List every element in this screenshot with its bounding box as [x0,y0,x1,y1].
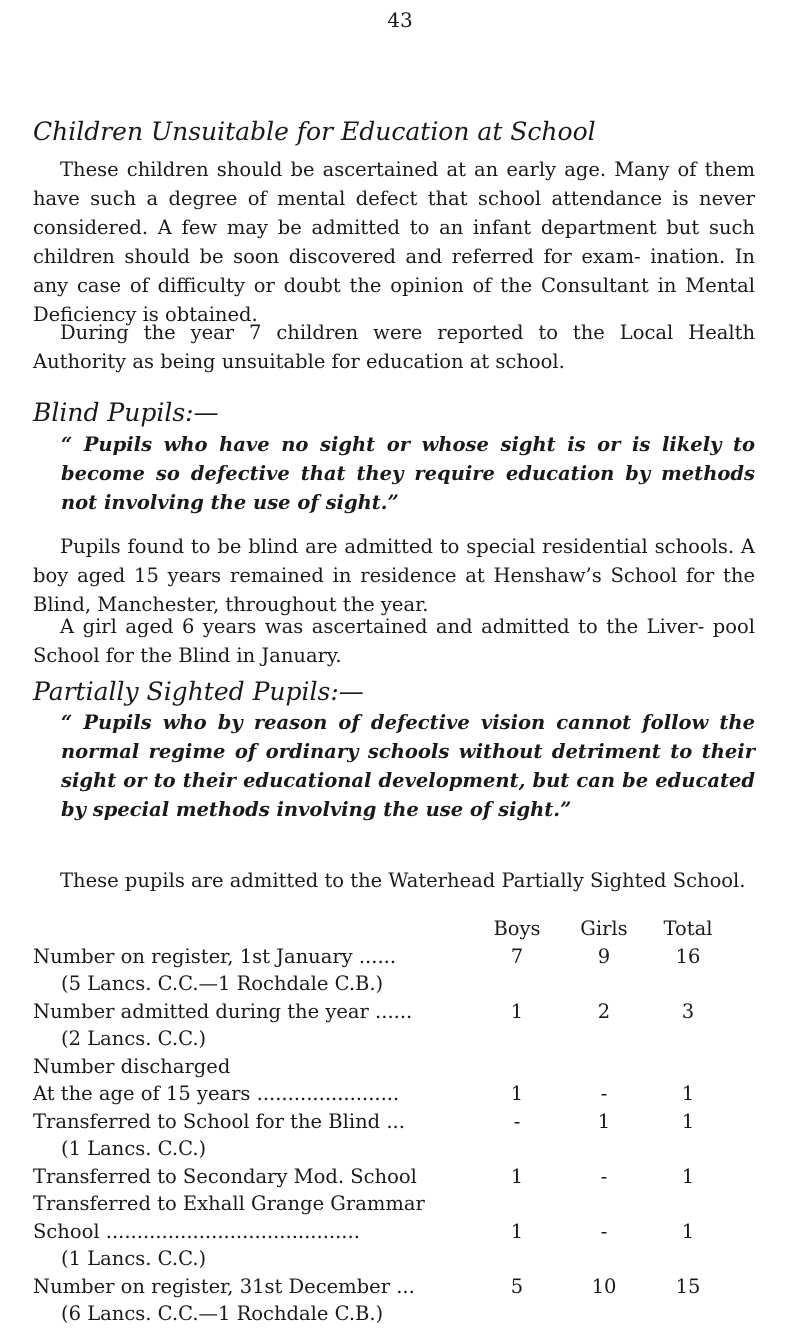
quote-blind-definition: “ Pupils who have no sight or whose sight is or is likely to become so defective that they require education by methods not involving the use of sight.” [61,433,755,514]
row-label: Number on register, 31st December ... [33,1274,415,1298]
row-label: Transferred to Exhall Grange Grammar [33,1192,425,1215]
row-label: School ......................................... [33,1219,360,1243]
girls-value: - [600,1219,608,1243]
row-label: Number on register, 1st January ...... [33,944,397,968]
row-label: (5 Lancs. C.C.—1 Rochdale C.B.) [61,972,384,995]
girls-value: - [600,1164,608,1188]
table-header-row [33,915,755,943]
boys-value: 7 [510,944,524,968]
boys-value: 1 [510,999,524,1023]
boys-value: - [513,1109,521,1133]
paragraph-blind-2: A girl aged 6 years was ascertained and admitted to the Liver- pool School for the Blind in January. [33,615,755,667]
row-label: (1 Lancs. C.C.) [61,1247,207,1270]
row-label: At the age of 15 years ....................... [33,1082,400,1105]
row-label: Number discharged [33,1054,231,1078]
table-row [33,1218,755,1246]
boys-value: 5 [510,1274,524,1298]
total-value: 1 [681,1082,695,1105]
row-label: Number admitted during the year ...... [33,999,413,1023]
table-row [33,1080,755,1108]
table-row [33,1190,755,1218]
table-row [33,1163,755,1191]
paragraph-partially-sighted-1: These pupils are admitted to the Waterhead Partially Sighted School. [60,869,746,892]
total-value: 3 [681,999,695,1023]
table-row [33,1300,755,1328]
total-value: 1 [681,1164,695,1188]
page-number: 43 [387,8,413,32]
table-row [33,1025,755,1053]
row-label: (1 Lancs. C.C.) [61,1137,207,1160]
boys-value: 1 [510,1082,524,1105]
girls-value: 9 [597,944,611,968]
paragraph-blind-1: Pupils found to be blind are admitted to special residential schools. A boy aged 15 years remained in residence at Henshaw’s School for the Blind, Manchester, throughout the year. [33,535,755,616]
table-row [33,970,755,998]
girls-value: 2 [597,999,611,1023]
paragraph-unsuitable-1: These children should be ascertained at an early age. Many of them have such a degree of mental defect that school attendance is never considered. A few may be admitted to an infant department but such children should be soon discovered and referred for exam- ination. In any case of difficulty or doubt the opinion of the Consultant in Mental Deficiency is obtained. [33,158,755,326]
girls-value: 10 [591,1274,617,1298]
header-total: Total [663,917,713,940]
row-label: Transferred to Secondary Mod. School [33,1164,417,1188]
total-value: 1 [681,1109,695,1133]
header-girls: Girls [580,917,628,940]
table-row [33,998,755,1026]
table-row [33,1135,755,1163]
table-row [33,1273,755,1301]
table-row [33,1108,755,1136]
table-row [33,943,755,971]
header-boys: Boys [493,917,541,940]
boys-value: 1 [510,1164,524,1188]
boys-value: 1 [510,1219,524,1243]
table-row [33,1053,755,1081]
row-label: Transferred to School for the Blind ... [33,1109,405,1133]
total-value: 15 [675,1274,701,1298]
row-label: (6 Lancs. C.C.—1 Rochdale C.B.) [61,1302,384,1325]
row-label: (2 Lancs. C.C.) [61,1027,207,1050]
table-row [33,1245,755,1273]
girls-value: 1 [597,1109,611,1133]
section-heading-partially-sighted: Partially Sighted Pupils:— [33,677,364,706]
section-heading-blind: Blind Pupils:— [33,398,219,427]
quote-partially-sighted-definition: “ Pupils who by reason of defective vision cannot follow the normal regime of ordinary schools without detriment to their sight or to their educational development, but can be educated by special methods involving the use of sight.” [61,711,755,821]
paragraph-unsuitable-2: During the year 7 children were reported to the Local Health Authority as being unsuitable for education at school. [33,321,755,373]
total-value: 16 [675,944,701,968]
total-value: 1 [681,1219,695,1243]
girls-value: - [600,1082,608,1105]
section-heading-unsuitable: Children Unsuitable for Education at School [33,117,596,146]
